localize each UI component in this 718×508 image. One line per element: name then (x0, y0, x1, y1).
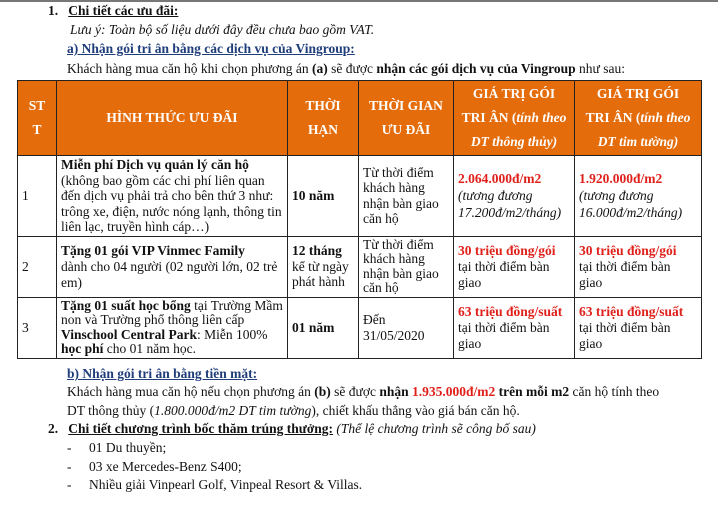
cell-value-gross: 30 triệu đồng/gói tại thời điểm bàn giao (575, 236, 702, 297)
section2-heading (48, 421, 536, 437)
text: (a) (312, 61, 328, 76)
text: nhận các gói dịch vụ của Vingroup (376, 61, 576, 76)
cell-value-gross: 63 triệu đồng/suất tại thời điểm bàn giao (575, 297, 702, 358)
part-b-line1: Khách hàng mua căn hộ nếu chọn phương án (b) sẽ được nhận 1.935.000đ/m2 trên mỗi m2 căn hộ tính theo (67, 384, 660, 399)
header-stt: STT (18, 81, 57, 156)
cell-term: 10 năm (288, 156, 359, 237)
cell-period: Đến 31/05/2020 (359, 297, 454, 358)
section-title: Chi tiết chương trình bốc thăm trúng thưởng: (68, 421, 334, 436)
cell-stt: 2 (18, 236, 57, 297)
section-note: (Thể lệ chương trình sẽ công bố sau) (333, 421, 536, 436)
header-value-gross-area: GIÁ TRỊ GÓI TRI ÂN (tính theo DT tim tường) (575, 81, 702, 156)
cell-value-net: 2.064.000đ/m2 (tương đương 17.200đ/m2/tháng) (454, 156, 575, 237)
part-a-title: a) Nhận gói tri ân bằng các dịch vụ của Vingroup: (67, 41, 355, 56)
cell-period: Từ thời điểm khách hàng nhận bàn giao căn hộ (359, 156, 454, 237)
cell-form: Miễn phí Dịch vụ quản lý căn hộ (không bao gồm các chi phí liên quan đến dịch vụ phải trả cho bên thứ 3 như: trông xe, điện, nước nóng lạnh, thông tin liên lạc, truyền hình cáp…) (57, 156, 288, 237)
section-title: Chi tiết các ưu đãi: (68, 3, 179, 18)
list-item: - 01 Du thuyền; (67, 440, 167, 455)
text: sẽ được (327, 61, 377, 76)
part-a-intro (67, 61, 625, 77)
table-row (18, 236, 702, 297)
cell-value-gross: 1.920.000đ/m2 (tương đương 16.000đ/m2/tháng) (575, 156, 702, 237)
header-form: HÌNH THỨC ƯU ĐÃI (57, 81, 288, 156)
table-row (18, 156, 702, 237)
table-header-row (18, 81, 702, 156)
header-value-net-area: GIÁ TRỊ GÓI TRI ÂN (tính theo DT thông thủy) (454, 81, 575, 156)
list-item: - Nhiều giải Vinpearl Golf, Vinpeal Resort & Villas. (67, 477, 363, 492)
offers-table (17, 80, 702, 359)
cell-stt: 1 (18, 156, 57, 237)
cell-value-net: 63 triệu đồng/suất tại thời điểm bàn giao (454, 297, 575, 358)
cell-period: Từ thời điểm khách hàng nhận bàn giao căn hộ (359, 236, 454, 297)
part-b-line2: DT thông thủy (1.800.000đ/m2 DT tim tường), chiết khấu thẳng vào giá bán căn hộ. (67, 403, 520, 418)
header-term: THỜI HẠN (288, 81, 359, 156)
cell-form: Tặng 01 gói VIP Vinmec Family dành cho 04 người (02 người lớn, 02 trẻ em) (57, 236, 288, 297)
cell-term: 12 tháng kể từ ngày phát hành (288, 236, 359, 297)
section-number: 2. (48, 421, 59, 436)
section-number: 1. (48, 3, 59, 18)
cell-value-net: 30 triệu đồng/gói tại thời điểm bàn giao (454, 236, 575, 297)
cell-stt: 3 (18, 297, 57, 358)
top-border (0, 0, 718, 2)
text: như sau: (575, 61, 625, 76)
part-b-title: b) Nhận gói tri ân bằng tiền mặt: (67, 366, 258, 381)
list-item: - 03 xe Mercedes-Benz S400; (67, 459, 242, 474)
section1-heading (48, 3, 178, 19)
header-period: THỜI GIAN ƯU ĐÃI (359, 81, 454, 156)
cell-form: Tặng 01 suất học bổng tại Trường Mầm non và Trường phổ thông liên cấp Vinschool Central Park: Miễn 100% học phí cho 01 năm học. (57, 297, 288, 358)
table-row (18, 297, 702, 358)
text: Khách hàng mua căn hộ khi chọn phương án (67, 61, 313, 76)
cell-term: 01 năm (288, 297, 359, 358)
vat-note: Lưu ý: Toàn bộ số liệu dưới đây đều chưa bao gồm VAT. (70, 22, 375, 37)
